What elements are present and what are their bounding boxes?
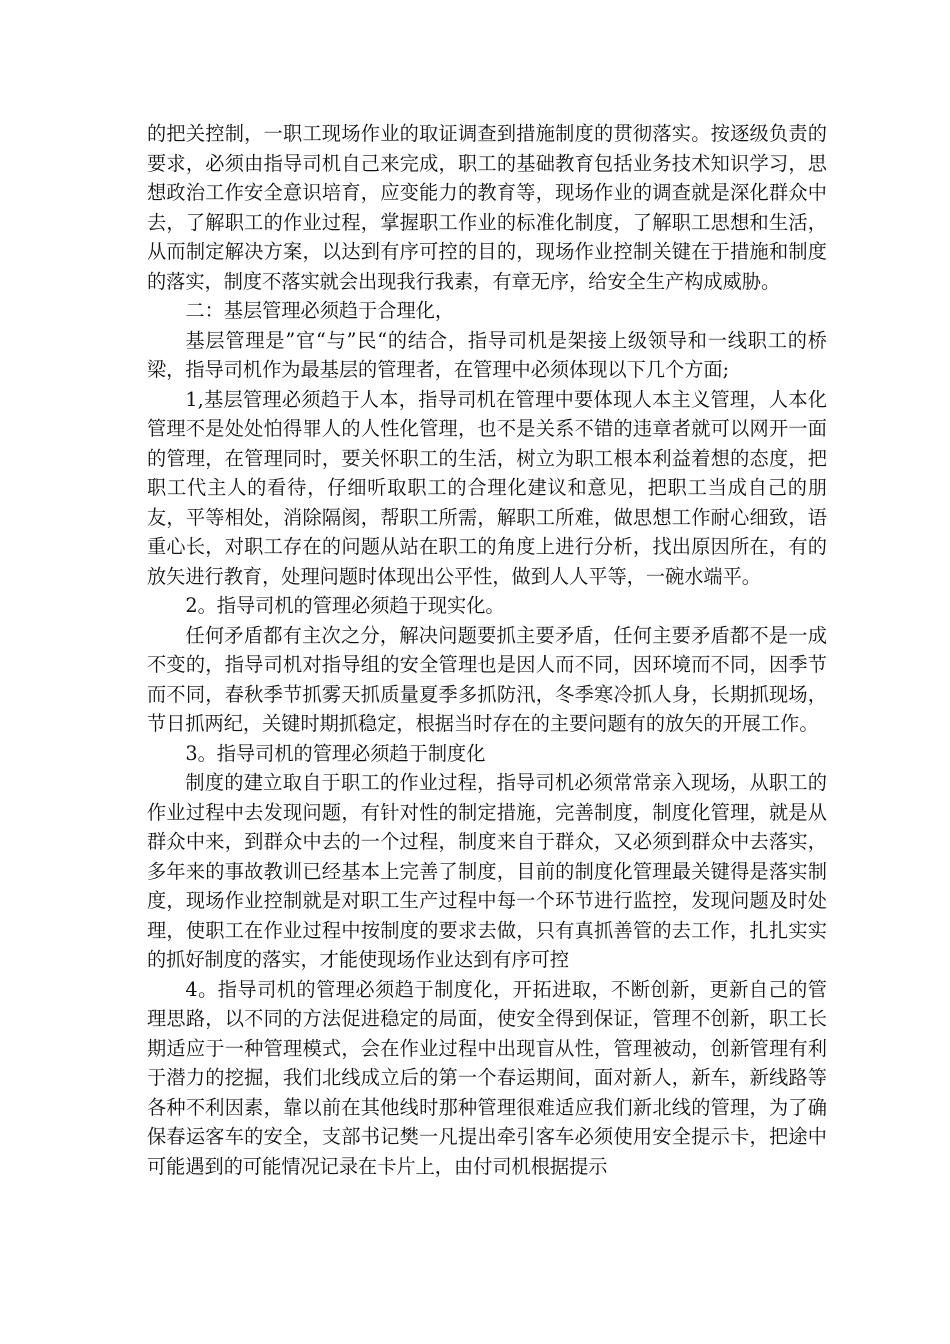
document-body (147, 119, 827, 1181)
paragraph-9: 4。指导司机的管理必须趋于制度化，开拓进取，不断创新，更新自己的管理思路，以不同的方法促进稳定的局面，使安全得到保证，管理不创新，职工长期适应于一种管理模式，会在作业过程中出现盲从性，管理被动，创新管理有利于潜力的挖掘，我们北线成立后的第一个春运期间，面对新人，新车，新线路等各种不利因素，靠以前在其他线时那种管理很难适应我们新北线的管理，为了确保春运客车的安全，支部书记樊一凡提出牵引客车必须使用安全提示卡，把途中可能遇到的可能情况记录在卡片上，由付司机根据提示 (147, 977, 827, 1178)
subheading-7: 3。指导司机的管理必须趋于制度化 (185, 741, 486, 765)
paragraph-4: 1,基层管理必须趋于人本，指导司机在管理中要体现人本主义管理，人本化管理不是处处怕得罪人的人性化管理，也不是关系不错的违章者就可以网开一面的管理，在管理同时，要关怀职工的生活，树立为职工根本利益着想的态度，把职工代主人的看待，仔细听取职工的合理化建议和意见，把职工当成自己的朋友，平等相处，消除隔阂，帮职工所需，解职工所难，做思想工作耐心细致，语重心长，对职工存在的问题从站在职工的角度上进行分析，找出原因所在，有的放矢进行教育，处理问题时体现出公平性，做到人人平等，一碗水端平。 (147, 387, 827, 588)
section-heading-2: 二：基层管理必须趋于合理化， (185, 299, 455, 322)
paragraph-8: 制度的建立取自于职工的作业过程，指导司机必须常常亲入现场，从职工的作业过程中去发现问题，有针对性的制定措施，完善制度，制度化管理，就是从群众中来，到群众中去的一个过程，制度来自于群众，又必须到群众中去落实，多年来的事故教训已经基本上完善了制度，目前的制度化管理最关键得是落实制度，现场作业控制就是对职工生产过程中每一个环节进行监控，发现问题及时处理，使职工在作业过程中按制度的要求去做，只有真抓善管的去工作，扎扎实实的抓好制度的落实，才能使现场作业达到有序可控 (147, 771, 827, 971)
paragraph-6: 任何矛盾都有主次之分，解决问题要抓主要矛盾，任何主要矛盾都不是一成不变的，指导司机对指导组的安全管理也是因人而不同，因环境而不同，因季节而不同，春秋季节抓雾天抓质量夏季多抓防汛，冬季寒冷抓人身，长期抓现场，节日抓两纪，关键时期抓稳定，根据当时存在的主要问题有的放矢的开展工作。 (147, 623, 827, 735)
paragraph-3: 基层管理是”官“与”民“的结合，指导司机是架接上级领导和一线职工的桥梁，指导司机作为最基层的管理者，在管理中必须体现以下几个方面; (147, 328, 827, 381)
paragraph-1: 的把关控制，一职工现场作业的取证调查到措施制度的贯彻落实。按逐级负责的要求，必须由指导司机自己来完成，职工的基础教育包括业务技术知识学习，思想政治工作安全意识培育，应变能力的教育等，现场作业的调查就是深化群众中去，了解职工的作业过程，掌握职工作业的标准化制度，了解职工思想和生活，从而制定解决方案，以达到有序可控的目的，现场作业控制关键在于措施和制度的落实，制度不落实就会出现我行我素，有章无序，给安全生产构成威胁。 (147, 122, 827, 293)
subheading-5: 2。指导司机的管理必须趋于现实化。 (185, 594, 505, 617)
